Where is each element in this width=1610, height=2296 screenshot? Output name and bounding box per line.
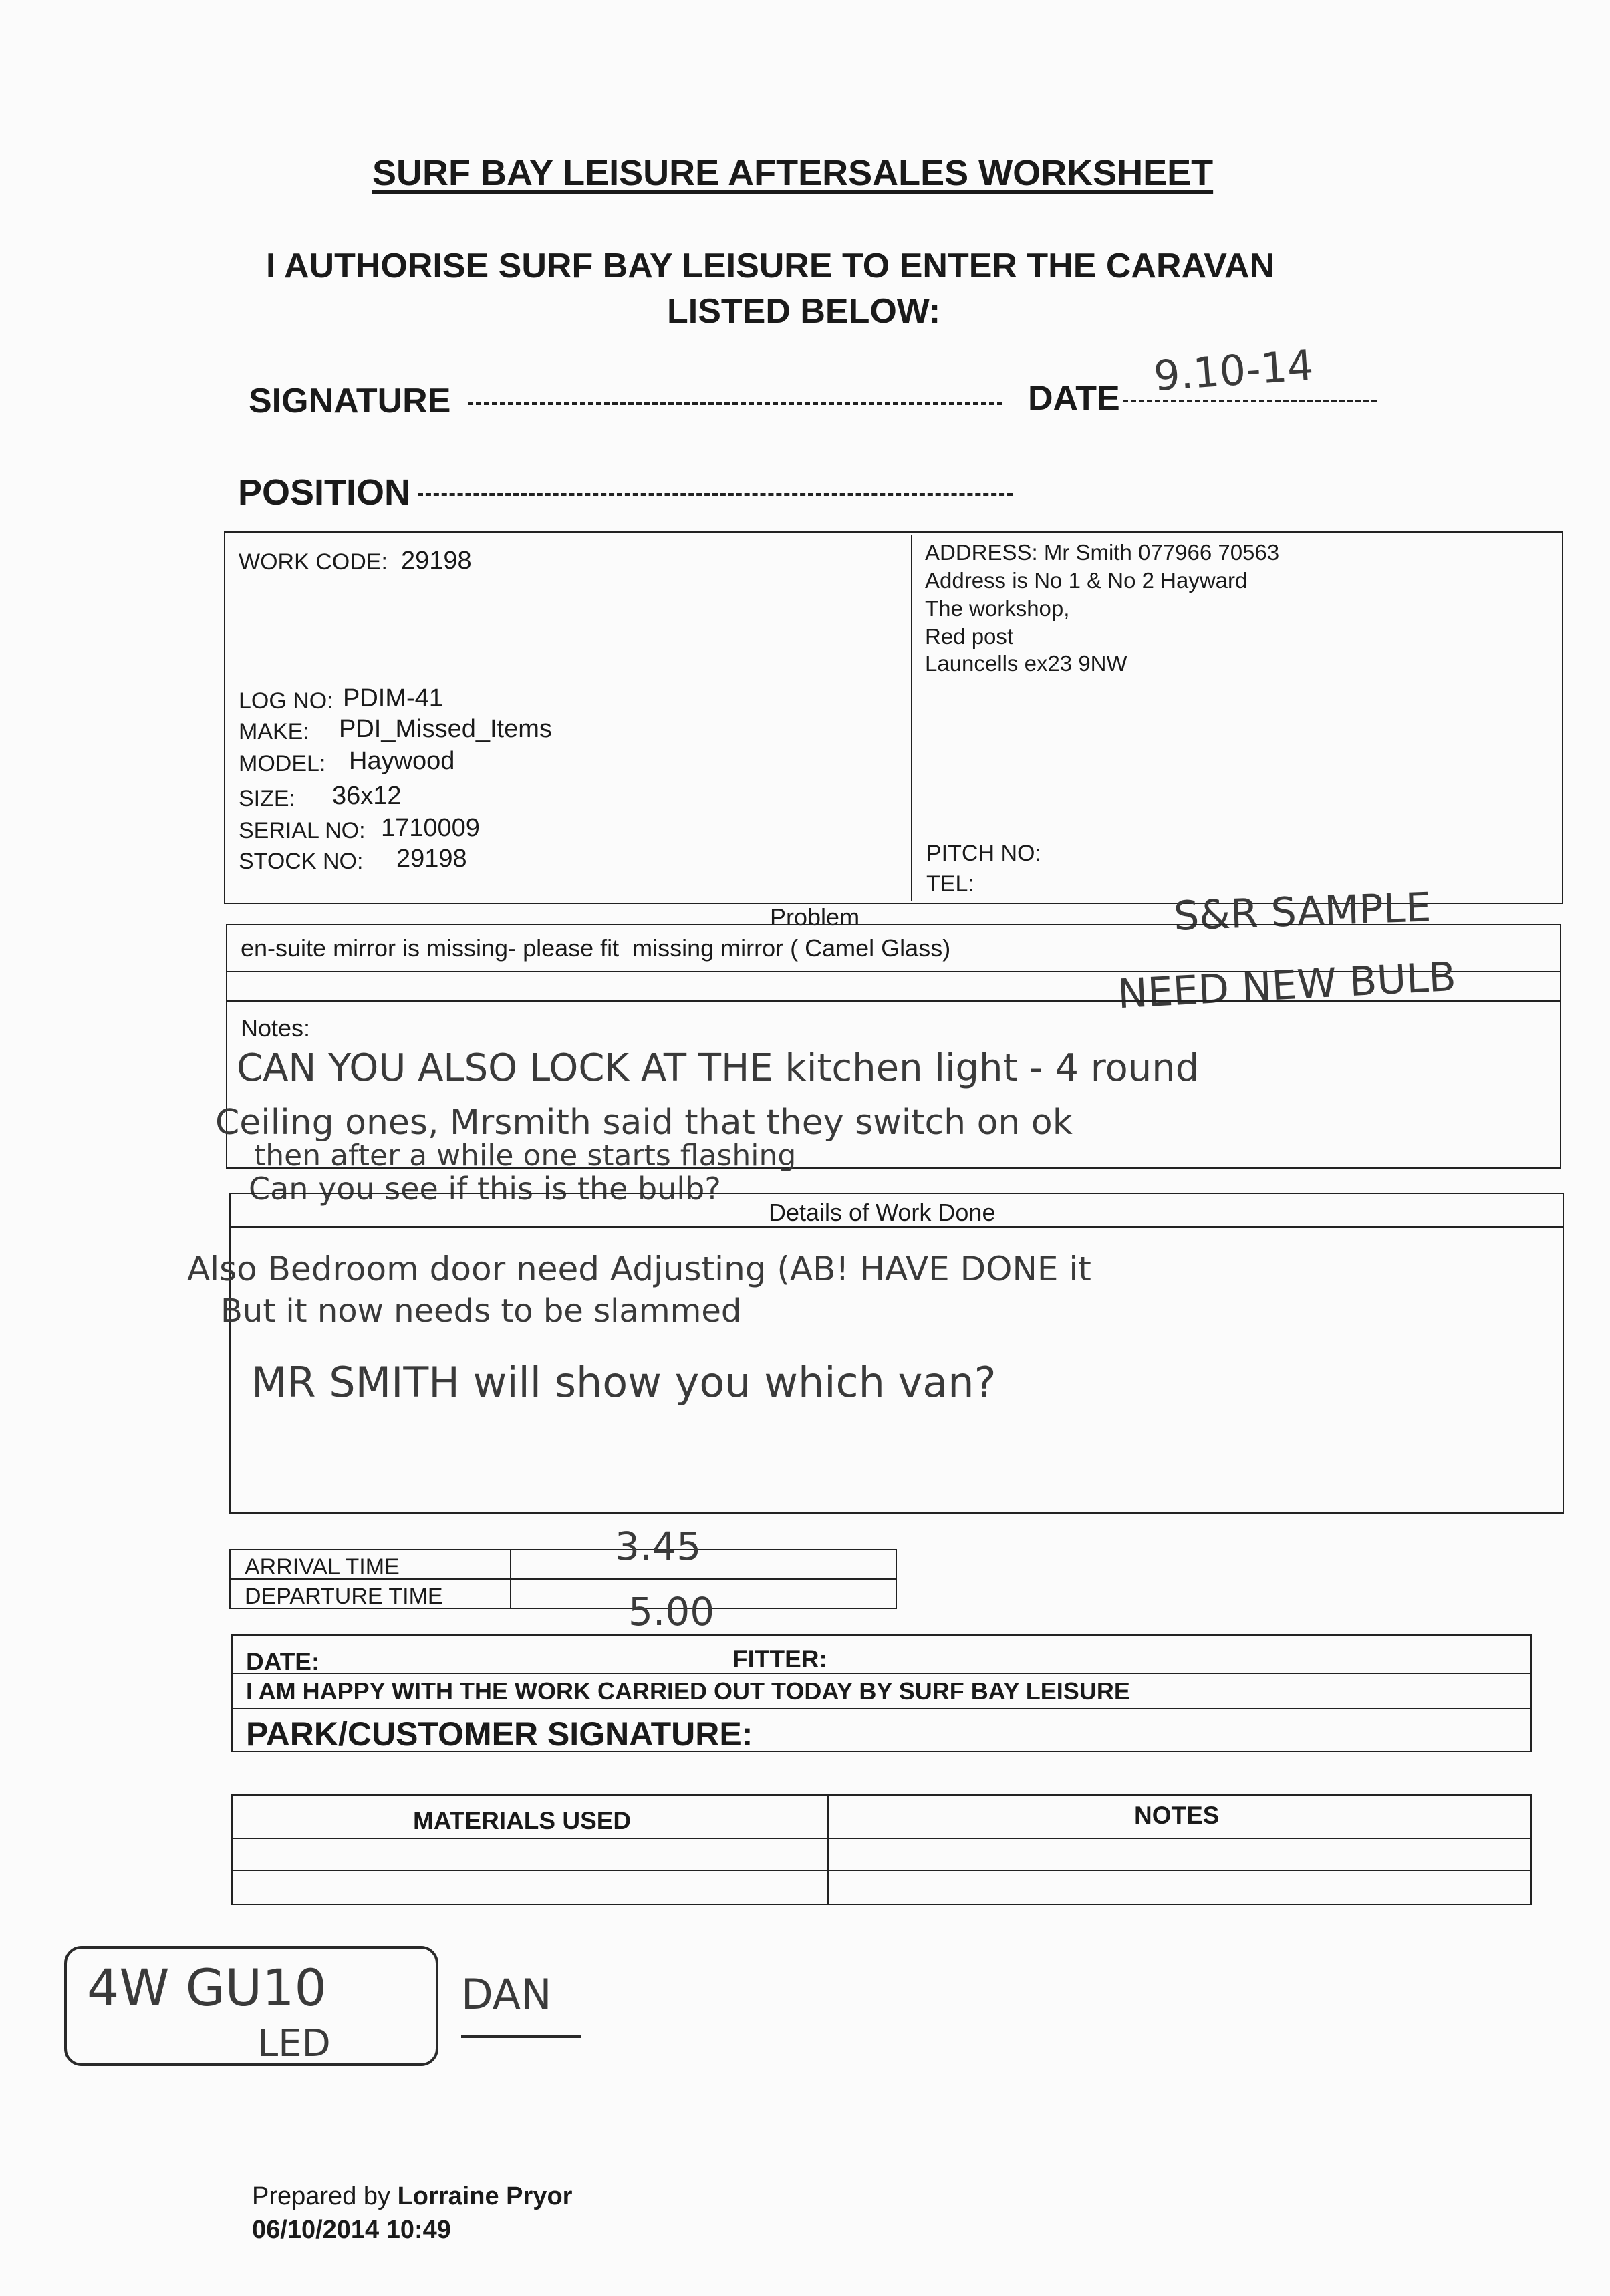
address-line-1: [925, 540, 1279, 565]
log-no-value: PDIM-41: [343, 684, 443, 712]
serial-value: 1710009: [381, 814, 480, 842]
address-line-4: Red post: [925, 624, 1014, 649]
prepared-prefix: Prepared by: [252, 2182, 391, 2210]
prepared-timestamp: 06/10/2014 10:49: [252, 2216, 451, 2244]
model-value: Haywood: [349, 747, 455, 775]
problem-label: Problem: [770, 903, 860, 931]
prepared-by: [252, 2182, 572, 2211]
times-col-divider: [510, 1550, 511, 1608]
departure-label: DEPARTURE TIME: [245, 1584, 443, 1609]
materials-col-divider: [827, 1796, 829, 1904]
notes-line-3: then after a while one starts flashing: [254, 1139, 797, 1173]
position-label: POSITION: [238, 472, 411, 513]
signature-label: SIGNATURE: [249, 382, 451, 420]
address-line-2: Address is No 1 & No 2 Hayward: [925, 568, 1248, 593]
work-done-line-3: MR SMITH will show you which van?: [251, 1358, 996, 1407]
make-label: MAKE:: [239, 719, 309, 744]
work-done-label: Details of Work Done: [769, 1199, 996, 1226]
handwritten-name-underline: [461, 2035, 581, 2038]
address-value-1: Mr Smith 077966 70563: [1043, 540, 1280, 565]
notes-line-2: Ceiling ones, Mrsmith said that they switch on ok: [215, 1103, 1073, 1143]
materials-row-1: [233, 1838, 1530, 1839]
position-dashes: [418, 493, 1013, 496]
stock-value: 29198: [396, 845, 467, 873]
customer-signature-label: PARK/CUSTOMER SIGNATURE:: [246, 1715, 753, 1753]
notes-line-4: Can you see if this is the bulb?: [249, 1171, 721, 1207]
authorise-line-1: I AUTHORISE SURF BAY LEISURE TO ENTER THE CARAVAN: [266, 247, 1275, 285]
address-label: ADDRESS:: [925, 540, 1038, 565]
happy-statement: I AM HAPPY WITH THE WORK CARRIED OUT TODAY BY SURF BAY LEISURE: [246, 1677, 1130, 1705]
problem-handwritten-2: NEED NEW BULB: [1116, 953, 1458, 1018]
problem-text: en-suite mirror is missing- please fit missing mirror ( Camel Glass): [241, 934, 951, 962]
pitch-label: PITCH NO:: [926, 841, 1041, 866]
work-done-line-2: But it now needs to be slammed: [221, 1292, 742, 1330]
model-label: MODEL:: [239, 751, 326, 776]
arrival-time-value: 3.45: [615, 1524, 702, 1569]
signoff-date-label: DATE:: [246, 1648, 320, 1675]
handwritten-name: DAN: [461, 1970, 552, 2019]
departure-time-value: 5.00: [628, 1589, 715, 1634]
signature-dashes: [468, 402, 1002, 405]
materials-used-header: MATERIALS USED: [413, 1807, 632, 1834]
handwritten-boxed-line-2: LED: [257, 2022, 331, 2065]
notes-line-1: CAN YOU ALSO LOCK AT THE kitchen light - 4 round: [237, 1046, 1200, 1090]
page-title: SURF BAY LEISURE AFTERSALES WORKSHEET: [372, 153, 1214, 193]
details-divider: [911, 535, 912, 901]
size-value: 36x12: [332, 782, 402, 810]
date-handwritten: 9.10-14: [1152, 340, 1315, 401]
address-line-5: Launcells ex23 9NW: [925, 651, 1127, 676]
tel-label: TEL:: [926, 871, 974, 897]
signoff-divider-1: [233, 1673, 1530, 1674]
size-label: SIZE:: [239, 786, 296, 811]
materials-notes-header: NOTES: [1134, 1802, 1220, 1829]
work-code-value: 29198: [401, 547, 472, 575]
fitter-label: FITTER:: [732, 1645, 827, 1673]
work-code-label: WORK CODE:: [239, 549, 388, 575]
work-done-box: [229, 1193, 1564, 1514]
authorise-line-2: LISTED BELOW:: [667, 292, 941, 331]
materials-row-2: [233, 1870, 1530, 1871]
prepared-name: Lorraine Pryor: [397, 2182, 573, 2210]
notes-label: Notes:: [241, 1014, 311, 1042]
date-label: DATE: [1028, 379, 1120, 418]
work-done-line-1: Also Bedroom door need Adjusting (AB! HAVE DONE it: [187, 1250, 1091, 1288]
problem-handwritten-1: S&R SAMPLE: [1172, 884, 1432, 940]
handwritten-boxed-line-1: 4W GU10: [87, 1958, 327, 2017]
signoff-divider-2: [233, 1708, 1530, 1709]
arrival-label: ARRIVAL TIME: [245, 1554, 400, 1580]
serial-label: SERIAL NO:: [239, 818, 366, 843]
log-no-label: LOG NO:: [239, 688, 333, 714]
stock-label: STOCK NO:: [239, 849, 364, 874]
address-line-3: The workshop,: [925, 596, 1070, 621]
make-value: PDI_Missed_Items: [339, 715, 552, 743]
